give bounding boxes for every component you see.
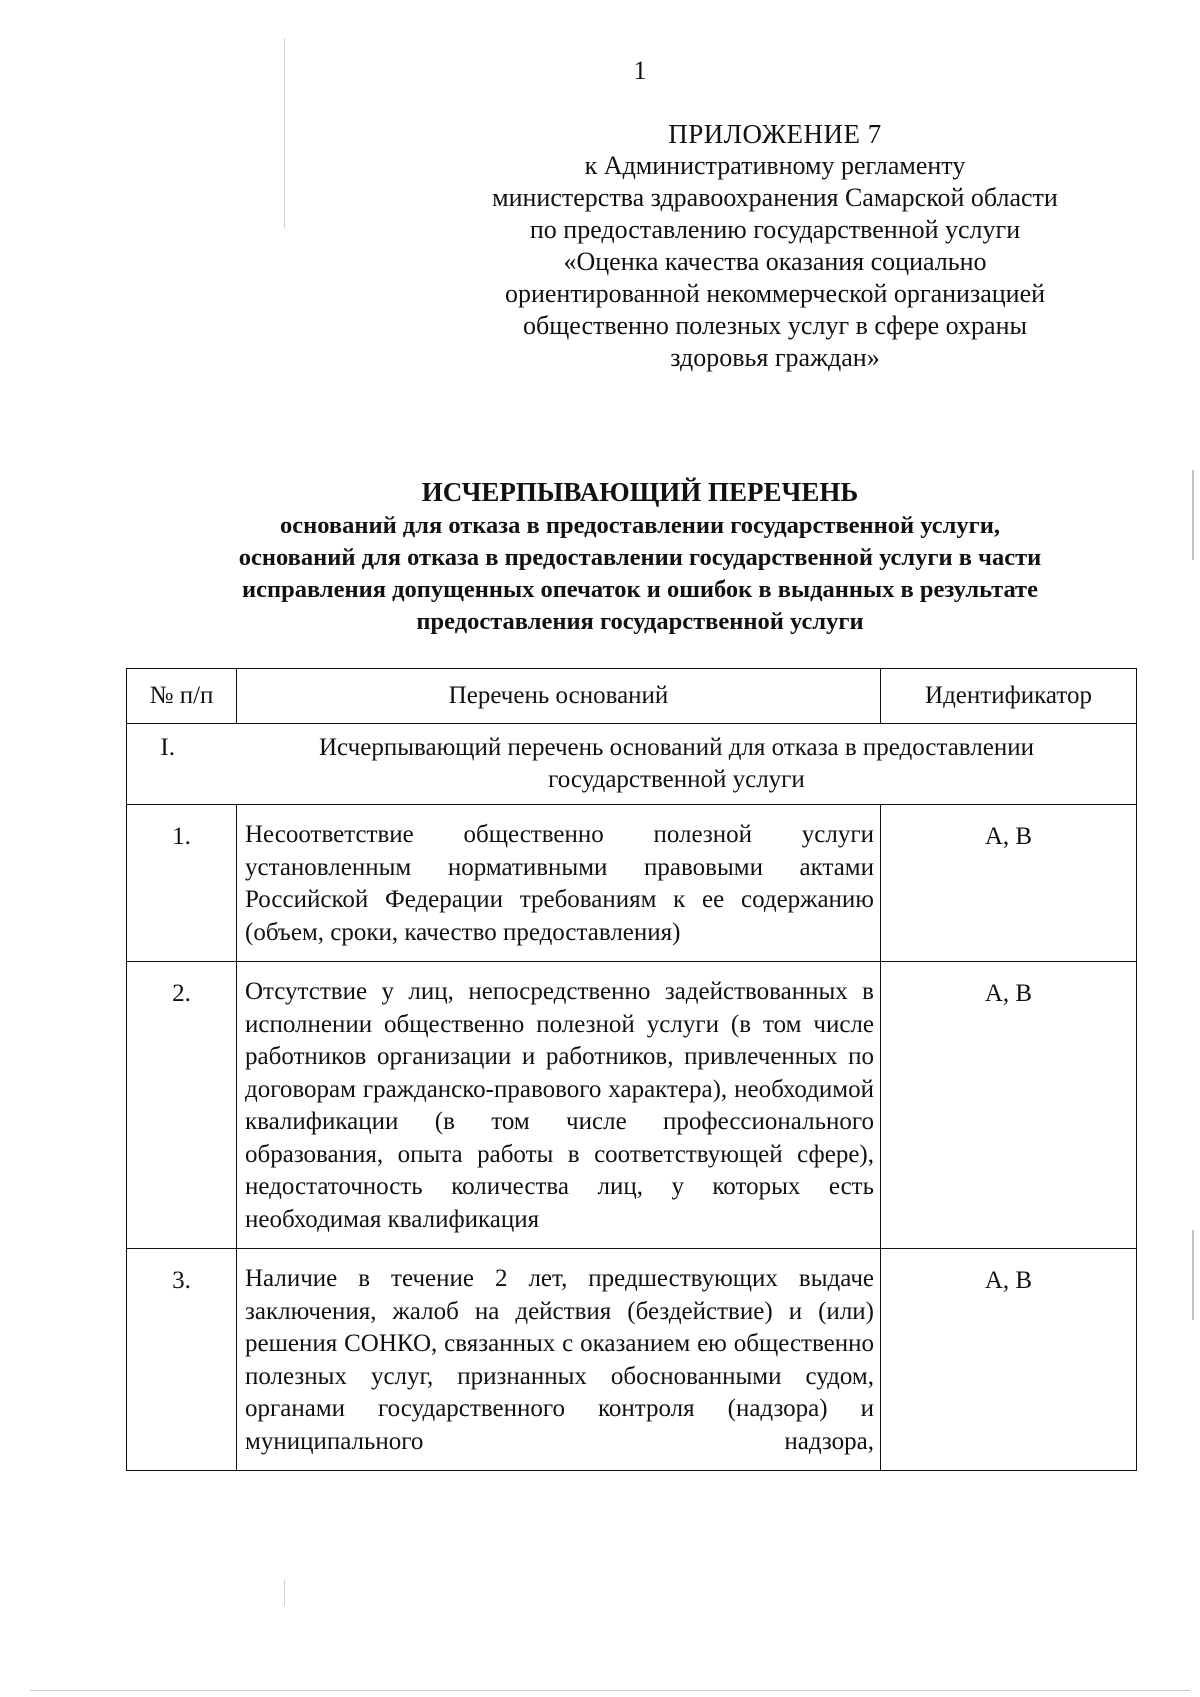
- row-reason-text: Несоответствие общественно полезной услуги установленным нормативными правовыми актами Российской Федерации требованиям к ее содержанию (объем, сроки, качество предоставления): [237, 805, 881, 962]
- appendix-title: ПРИЛОЖЕНИЕ 7: [668, 119, 882, 149]
- appendix-line: «Оценка качества оказания социально: [563, 247, 987, 276]
- heading-subtitle-line: предоставления государственной услуги: [416, 608, 864, 635]
- table-row: [127, 962, 1137, 1249]
- table-row: [127, 1249, 1137, 1471]
- row-identifier: А, В: [881, 805, 1137, 962]
- reasons-table: [126, 668, 1137, 1471]
- heading-subtitle-line: оснований для отказа в предоставлении государственной услуги,: [279, 512, 1001, 539]
- appendix-line: общественно полезных услуг в сфере охраны: [523, 311, 1027, 340]
- table-header-row: [127, 669, 1137, 724]
- scan-border-right: [1192, 1230, 1194, 1320]
- header-reasons: Перечень оснований: [237, 669, 881, 724]
- section-cell: [127, 724, 1137, 805]
- scan-border-bottom: [30, 1690, 1190, 1691]
- header-identifier: Идентификатор: [881, 669, 1137, 724]
- section-row: [127, 724, 1137, 805]
- row-number: 2.: [127, 962, 237, 1249]
- appendix-line: к Административному регламенту: [584, 151, 966, 180]
- scan-margin-line: [284, 1580, 285, 1606]
- header-num: № п/п: [127, 669, 237, 724]
- row-reason-text: Наличие в течение 2 лет, предшествующих выдаче заключения, жалоб на действия (бездействие) и (или) решения СОНКО, связанных с оказанием ею общественно полезных услуг, признанных обоснованными судом, органами государственного контроля (надзора) и муниципального надзора,: [237, 1249, 881, 1471]
- row-reason-text: Отсутствие у лиц, непосредственно задействованных в исполнении общественно полезной услуги (в том числе работников организации и работников, привлеченных по договорам гражданско-правового характера), необходимой квалификации (в том числе профессионального образования, опыта работы в соответствующей сфере), недостаточность количества лиц, у которых есть необходимая квалификация: [237, 962, 881, 1249]
- appendix-block: [450, 118, 1100, 374]
- appendix-line: ориентированной некоммерческой организацией: [504, 279, 1046, 308]
- row-identifier: А, В: [881, 1249, 1137, 1471]
- heading-subtitle-line: оснований для отказа в предоставлении государственной услуги в части: [238, 544, 1042, 571]
- heading-title: ИСЧЕРПЫВАЮЩИЙ ПЕРЕЧЕНЬ: [421, 477, 859, 507]
- section-number: I.: [160, 734, 175, 761]
- document-heading: [120, 474, 1160, 638]
- table-row: [127, 805, 1137, 962]
- appendix-line: здоровья граждан»: [670, 343, 880, 372]
- appendix-line: по предоставлению государственной услуги: [529, 215, 1021, 244]
- section-title: Исчерпывающий перечень оснований для отказа в предоставлении государственной услуги: [319, 734, 1034, 793]
- scan-border-right: [1192, 470, 1194, 560]
- row-number: 1.: [127, 805, 237, 962]
- row-identifier: А, В: [881, 962, 1137, 1249]
- row-number: 3.: [127, 1249, 237, 1471]
- page-number: 1: [633, 56, 647, 85]
- scan-margin-line: [284, 38, 285, 228]
- appendix-line: министерства здравоохранения Самарской области: [492, 183, 1058, 212]
- heading-subtitle-line: исправления допущенных опечаток и ошибок в выданных в результате: [242, 576, 1038, 603]
